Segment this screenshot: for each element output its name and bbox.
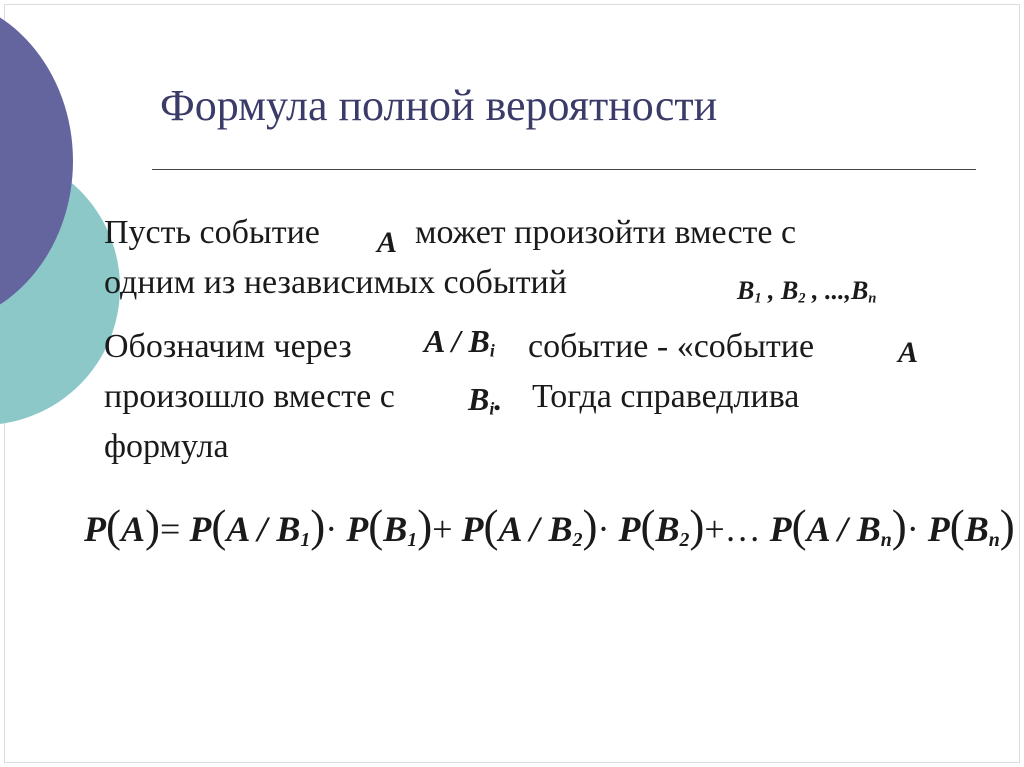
title-divider <box>152 169 976 170</box>
text-line-5: формула <box>104 428 229 465</box>
text-line-3a: Обозначим через <box>104 328 352 365</box>
math-Bi: $B_i$. <box>468 381 503 419</box>
slide-title: Формула полной вероятности <box>160 81 718 130</box>
math-A: A <box>377 226 398 259</box>
text-line-1a: Пусть событие <box>104 214 320 251</box>
text-line-4b: Тогда справедлива <box>532 378 800 415</box>
text-line-1b: может произойти вместе с <box>415 214 797 251</box>
math-events-list: $B_1$ , $B_2$ , $...,B_n$ <box>737 276 877 307</box>
math-A-given-Bi: A / $B_i$ <box>424 323 495 361</box>
text-line-4a: произошло вместе с <box>104 378 395 415</box>
total-probability-formula: $P(A)= P(A / B_1)\cdot P(B_1)+ P(A / B_2)\cdot$ $P(B_2)+\dots$ $P(A / B_n)\cdot P(B_n)$ <box>84 501 1015 551</box>
text-line-2: одним из независимых событий <box>104 264 567 301</box>
math-A-2: A <box>898 336 919 369</box>
text-line-3b: событие - «событие <box>528 328 815 365</box>
